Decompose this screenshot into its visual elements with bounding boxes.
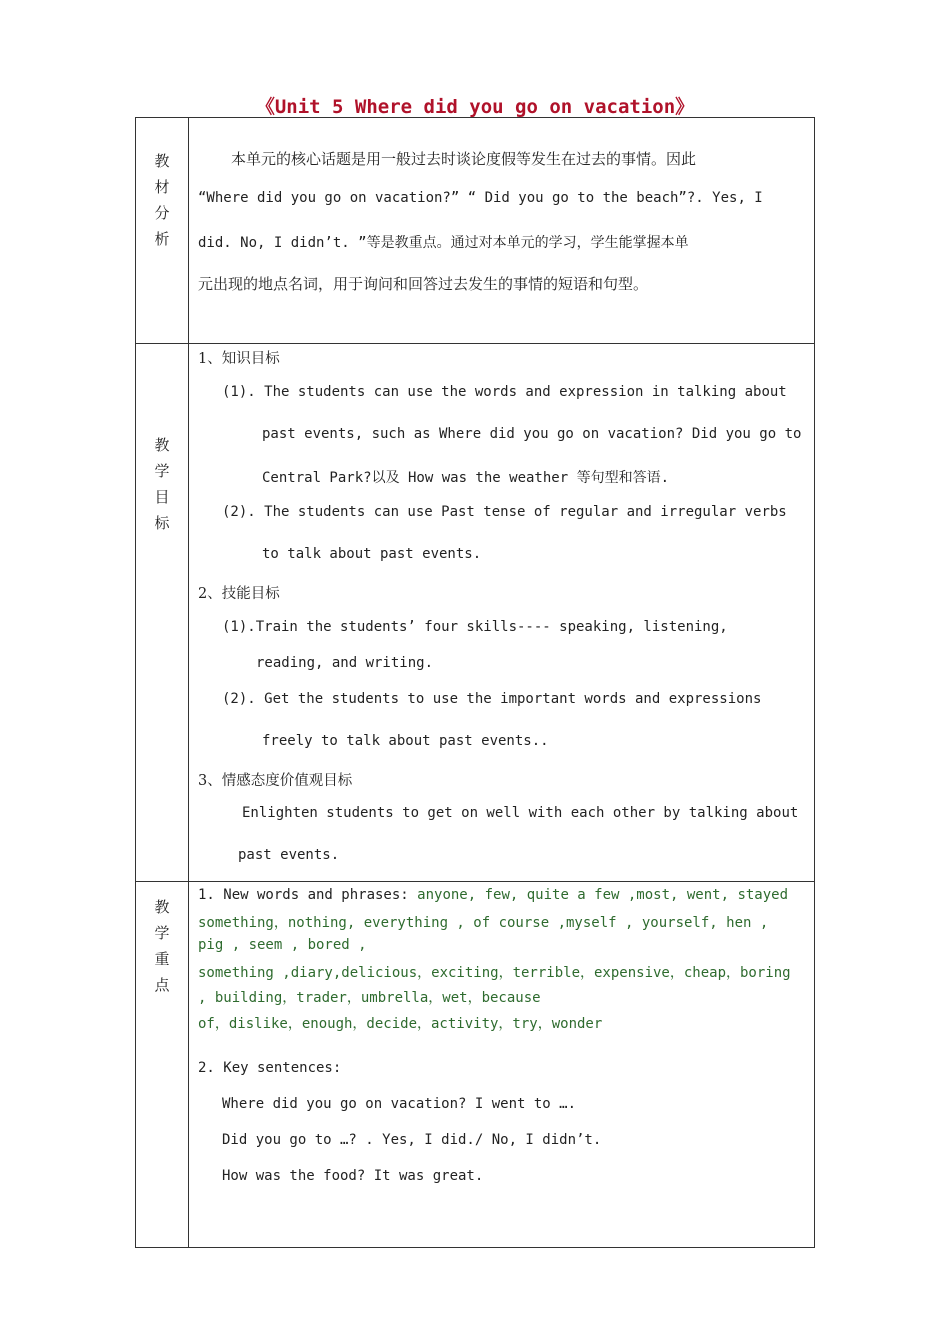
objective-line: freely to talk about past events.. xyxy=(262,733,549,749)
key-points-label-cell xyxy=(136,882,189,1247)
objective-line: Enlighten students to get on well with each other by talking about xyxy=(242,805,799,821)
analysis-line: “Where did you go on vacation?” “ Did you go to the beach”?. Yes, I xyxy=(198,190,763,206)
objective-line: (2). Get the students to use the important words and expressions xyxy=(222,691,762,707)
analysis-label: 教 材 分 析 xyxy=(154,152,170,248)
words-list: anyone, few, quite a few ,most, went, stayed xyxy=(417,887,789,903)
analysis-row xyxy=(136,118,814,344)
objectives-label-cell xyxy=(136,344,189,881)
objective-line: (1).Train the students’ four skills---- speaking, listening, xyxy=(222,619,728,635)
objective-line: reading, and writing. xyxy=(256,655,434,671)
objectives-content xyxy=(188,344,814,881)
key-sentence: Where did you go on vacation? I went to …. xyxy=(222,1096,577,1112)
words-line: , building，trader，umbrella，wet，because xyxy=(198,990,541,1006)
objective-line: to talk about past events. xyxy=(262,546,482,562)
key-sentence: How was the food? It was great. xyxy=(222,1168,484,1184)
analysis-label-cell xyxy=(136,118,189,343)
key-points-content xyxy=(188,882,814,1247)
words-line: something，nothing, everything , of course ,myself , yourself, hen , xyxy=(198,915,769,931)
lesson-plan-table xyxy=(135,117,815,1248)
key-sentence: Did you go to …? . Yes, I did./ No, I didn’t. xyxy=(222,1132,602,1148)
knowledge-heading: 1、知识目标 xyxy=(198,351,280,367)
objectives-row xyxy=(136,344,814,882)
objective-line: past events, such as Where did you go on vacation? Did you go to xyxy=(262,426,802,442)
words-line: pig , seem , bored , xyxy=(198,937,367,953)
emotion-heading: 3、情感态度价值观目标 xyxy=(198,773,353,789)
objective-line: past events. xyxy=(238,847,340,863)
objective-line: (2). The students can use Past tense of regular and irregular verbs xyxy=(222,504,787,520)
words-line: of，dislike，enough，decide，activity，try，wonder xyxy=(198,1016,603,1032)
analysis-line: 元出现的地点名词，用于询问和回答过去发生的事情的短语和句型。 xyxy=(198,275,649,293)
analysis-line: did. No, I didn’t. ”等是教重点。通过对本单元的学习，学生能掌握本单 xyxy=(198,235,689,251)
sentences-heading: 2. Key sentences: xyxy=(198,1060,342,1076)
key-points-row xyxy=(136,882,814,1247)
key-points-label: 教 学 重 点 xyxy=(154,898,170,994)
words-intro: 1. New words and phrases: xyxy=(198,887,418,903)
objectives-label: 教 学 目 标 xyxy=(154,436,170,532)
document-title: 《Unit 5 Where did you go on vacation》 xyxy=(255,96,695,118)
analysis-line: 本单元的核心话题是用一般过去时谈论度假等发生在过去的事情。因此 xyxy=(231,150,697,168)
words-line: something ,diary,delicious，exciting，terrible，expensive，cheap，boring xyxy=(198,965,791,981)
objective-line: (1). The students can use the words and expression in talking about xyxy=(222,384,787,400)
words-line xyxy=(198,887,788,903)
skill-heading: 2、技能目标 xyxy=(198,586,280,602)
objective-line: Central Park?以及 How was the weather 等句型和答语. xyxy=(262,470,670,486)
analysis-content xyxy=(188,118,814,343)
